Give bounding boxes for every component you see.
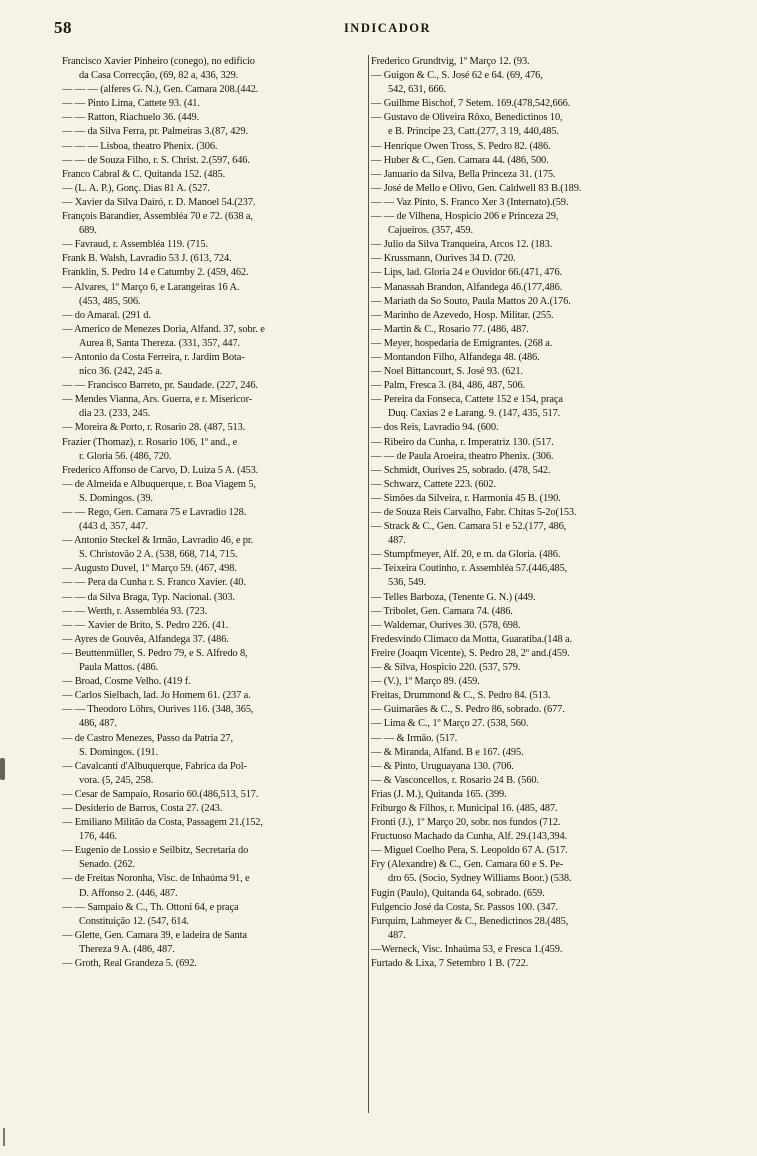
directory-entry-line: — — Werth, r. Assembléa 93. (723. [62,605,208,617]
entry-continuation-line: dro 65. (Socio, Sydney Williams Boor.) (538. [388,873,572,885]
directory-entry-line: — de Castro Menezes, Passo da Patria 27, [62,732,233,744]
directory-entry-line: — Pereira da Fonseca, Cattete 152 e 154, praça [371,394,563,406]
directory-entry-line: — — de Souza Filho, r. S. Christ. 2.(597, 646. [62,154,250,166]
directory-entry-line: Franco Cabral & C. Quitanda 152. (485. [62,168,226,180]
directory-entry-line: — & Silva, Hospicio 220. (537, 579. [371,662,521,674]
entry-continuation-line: Cajueiros. (357, 459. [388,225,473,237]
directory-entry-line: — Favraud, r. Assembléa 119. (715. [62,239,208,251]
column-divider [368,55,369,1113]
directory-entry-line: — Krussmann, Ourives 34 D. (720. [371,253,516,265]
directory-entry-line: — — de Paula Aroeira, theatro Phenix. (306. [371,450,554,462]
directory-entry-line: — dos Reis, Lavradio 94. (600. [371,422,499,434]
directory-entry-line: — de Freitas Noronha, Visc. de Inhaúma 91, e [62,873,250,885]
entry-continuation-line: 542, 631, 666. [388,84,447,96]
directory-entry-line: — Montandon Filho, Alfandega 48. (486. [371,351,540,363]
directory-entry-line: — Noel Bittancourt, S. José 93. (621. [371,366,523,378]
directory-entry-line: — de Souza Reis Carvalho, Fabr. Chitas 5-2o(153. [371,507,577,518]
directory-entry-line: Frazier (Thomaz), r. Rosario 106, 1º and., e [62,436,238,448]
directory-entry-line: — — Theodoro Löhrs, Ourives 116. (348, 365, [62,704,254,716]
entry-continuation-line: r. Gloria 56. (486, 720. [79,450,172,462]
directory-entry-line: — Cesar de Sampaio, Rosario 60.(486,513, 517. [62,788,259,800]
entry-continuation-line: 487. [388,535,406,547]
directory-entry-line: — Stumpfmeyer, Alf. 20, e m. da Gloria. (486. [371,549,561,561]
directory-entry-line: — Americo de Menezes Doria, Alfand. 37, sobr. e [62,323,265,335]
right-column [371,55,701,971]
page-number: 58 [54,18,72,37]
entry-continuation-line: 486, 487. [79,718,117,730]
directory-entry-line: — & Pinto, Uruguayana 130. (706. [371,760,514,772]
entry-continuation-line: S. Domingos. (39. [79,492,153,504]
entry-continuation-line: (453, 485, 506. [79,295,141,307]
entry-continuation-line: S. Christovão 2 A. (538, 668, 714, 715. [79,549,238,561]
directory-entry-line: François Barandier, Assembléa 70 e 72. (638 a, [62,211,253,223]
entry-continuation-line: 689. [79,225,97,237]
entry-continuation-line: 487. [388,929,406,941]
entry-continuation-line: Senado. (262. [79,859,135,871]
directory-entry-line: — — Rego, Gen. Camara 75 e Lavradio 128. [62,507,247,518]
directory-entry-line: — — & Irmão. (517. [371,732,458,744]
directory-entry-line: — Desiderio de Barros, Costa 27. (243. [62,802,223,814]
directory-entry-line: Fry (Alexandre) & C., Gen. Camara 60 e S. Pe- [371,859,564,871]
directory-entry-line: — — de Vilhena, Hospicio 206 e Princeza 29, [371,211,559,223]
directory-entry-line: — Teixeira Coutinho, r. Assembléa 57.(446,485, [371,563,568,575]
directory-entry-line: — Beuttenmüller, S. Pedro 79, e S. Alfredo 8, [62,647,248,659]
directory-entry-line: — Martin & C., Rosario 77. (486, 487. [371,323,529,335]
directory-entry-line: — — Sampaio & C., Th. Ottoni 64, e praça [62,901,239,913]
directory-entry-line: — — da Silva Ferra, pr. Palmeiras 3.(87, 429. [62,126,248,138]
entry-continuation-line: vora. (5, 245, 258. [79,774,154,786]
directory-entry-line: — Meyer, hospedaria de Emigrantes. (268 a. [371,337,553,349]
directory-entry-line: — — Pinto Lima, Cattete 93. (41. [62,98,200,110]
directory-entry-line: — Waldemar, Ourives 30. (578, 698. [371,619,521,631]
directory-entry-line: Friburgo & Filhos, r. Municipal 16. (485, 487. [371,802,558,814]
directory-entry-line: Frederico Affonso de Carvo, D. Luiza 5 A. (453. [62,464,259,476]
directory-entry-line: — Carlos Sielbach, lad. Jo Homem 61. (237 a. [62,690,251,702]
entry-continuation-line: Constituição 12. (547, 614. [79,915,189,927]
entry-continuation-line: nico 36. (242, 245 a. [79,366,163,378]
directory-entry-line: — — Pera da Cunha r. S. Franco Xavier. (40. [62,577,246,589]
directory-entry-line: — Xavier da Silva Dairó, r. D. Manoel 54.(237. [62,196,256,208]
entry-continuation-line: D. Affonso 2. (446, 487. [79,887,178,899]
directory-entry-line: — — Xavier de Brito, S. Pedro 226. (41. [62,619,229,631]
entry-continuation-line: Thereza 9 A. (486, 487. [79,943,175,955]
directory-entry-line: Francisco Xavier Pinheiro (conego), no edificio [62,56,255,67]
directory-entry-line: — Miguel Coelho Pera, S. Leopoldo 67 A. (517. [371,845,568,857]
directory-entry-line: — Broad, Cosme Velho. (419 f. [62,676,191,688]
directory-entry-line: — & Miranda, Alfand. B e 167. (495. [371,746,524,758]
directory-entry-line: — Marinho de Azevedo, Hosp. Militar. (255. [371,309,554,321]
directory-entry-line: — Januario da Silva, Bella Princeza 31. (175. [371,168,556,180]
directory-entry-line: — Ayres de Gouvêa, Alfandega 37. (486. [62,633,229,645]
directory-entry-line: — Julio da Silva Tranqueira, Arcos 12. (183. [371,239,553,251]
directory-entry-line: —Werneck, Visc. Inhaúma 53, e Fresca 1.(459. [371,943,563,955]
directory-entry-line: — Guilhme Bischof, 7 Setem. 169.(478,542,666. [371,98,571,110]
directory-entry-line: Fulgencio José da Costa, Sr. Passos 100. (347. [371,901,558,913]
directory-entry-line: — Glette, Gen. Camara 39, e ladeira de Santa [62,929,247,941]
directory-entry-line: — Eugenio de Lossio e Seilbitz, Secretaria do [62,845,249,857]
directory-entry-line: — — Vaz Pinto, S. Franco Xer 3 (Internato).(59. [371,196,569,208]
directory-entry-line: Furtado & Lixa, 7 Setembro 1 B. (722. [371,958,529,969]
directory-entry-line: — Antonio da Costa Ferreira, r. Jardim Bota- [62,351,245,363]
directory-entry-line: — Mendes Vianna, Ars. Guerra, e r. Misericor- [62,394,253,406]
directory-entry-line: — Palm, Fresca 3. (84, 486, 487, 506. [371,380,526,392]
directory-entry-line: — de Almeida e Albuquerque, r. Boa Viagem 5, [62,478,256,490]
directory-entry-line: Frias (J. M.), Quitanda 165. (399. [371,788,507,800]
directory-entry-line: — — Ratton, Riachuelo 36. (449. [62,112,200,124]
directory-entry-line: Fugin (Paulo), Quitanda 64, sobrado. (659. [371,887,545,899]
directory-entry-line: — Ribeiro da Cunha, r. Imperatriz 130. (517. [371,436,554,448]
directory-entry-line: — Moreira & Porto, r. Rosario 28. (487, 513. [62,422,246,434]
directory-entry-line: — José de Mello e Olivo, Gen. Caldwell 83 B.(189. [371,182,582,194]
directory-entry-line: Fructuoso Machado da Cunha, Alf. 29.(143,394. [371,831,568,843]
directory-entry-line: — Schwarz, Cattete 223. (602. [371,478,496,490]
entry-continuation-line: 176, 446. [79,831,117,843]
margin-ink-mark [0,758,5,780]
directory-entry-line: — Gustavo de Oliveira Rôxo, Benedictinos 10, [371,112,563,124]
directory-entry-line: — do Amaral. (291 d. [62,309,151,321]
entry-continuation-line: S. Domingos. (191. [79,746,158,758]
directory-entry-line: Franklin, S. Pedro 14 e Catumby 2. (459, 462. [62,267,249,279]
directory-entry-line: — — — (alferes G. N.), Gen. Camara 208.(442. [62,84,259,96]
directory-entry-line: Frank B. Walsh, Lavradio 53 J. (613, 724. [62,253,232,265]
directory-entry-line: — (L. A. P.), Gonç. Dias 81 A. (527. [62,182,210,194]
directory-entry-line: — Lima & C., 1º Março 27. (538, 560. [371,718,529,730]
directory-entry-line: Fredesvindo Climaco da Motta, Guaratiba.(148 a. [371,633,572,645]
directory-entry-line: Frederico Grundtvig, 1º Março 12. (93. [371,56,530,67]
entry-continuation-line: 536, 549. [388,577,426,589]
directory-entry-line: — Augusto Duvel, 1º Março 59. (467, 498. [62,563,237,575]
entry-continuation-line: Aurea 8, Santa Thereza. (331, 357, 447. [79,337,241,349]
directory-entry-line: Fronti (J.), 1º Março 20, sobr. nos fundos (712. [371,817,561,829]
directory-entry-line: Freire (Joaqm Vicente), S. Pedro 28, 2º and.(459. [371,647,570,659]
directory-entry-line: Freitas, Drummond & C., S. Pedro 84. (513. [371,690,551,702]
directory-entry-line: — Emiliano Militão da Costa, Passagem 21.(152, [62,817,263,829]
directory-entry-line: — Alvares, 1º Março 6, e Larangeiras 16 A. [62,281,240,293]
directory-entry-line: — Cavalcanti d'Albuquerque, Fabrica da Pol- [62,760,247,772]
entry-continuation-line: Duq. Caxias 2 e Larang. 9. (147, 435, 517. [388,408,561,420]
left-column [62,55,368,971]
directory-entry-line: — Schmidt, Ourives 25, sobrado. (478, 542. [371,464,551,476]
directory-entry-line: — Tribolet, Gen. Camara 74. (486. [371,605,513,617]
entry-continuation-line: da Casa Correcção, (69, 82 a, 436, 329. [79,70,239,82]
directory-entry-line: — — Francisco Barreto, pr. Saudade. (227, 246. [62,380,258,392]
running-title: INDICADOR [343,21,432,35]
directory-entry-line: — — — Lisboa, theatro Phenix. (306. [62,140,218,152]
entry-continuation-line: (443 d, 357, 447. [79,521,148,533]
directory-entry-line: — Lips, lad. Gloria 24 e Ouvidor 66.(471, 476. [371,267,563,279]
directory-entry-line: — Groth, Real Grandeza 5. (692. [62,958,197,969]
entry-continuation-line: dia 23. (233, 245. [79,408,151,420]
directory-entry-line: — Strack & C., Gen. Camara 51 e 52.(177, 486, [371,521,567,533]
directory-entry-line: — Huber & C., Gen. Camara 44. (486, 500. [371,154,549,166]
directory-entry-line: — Manassah Brandon, Alfandega 46.(177,486. [371,281,563,293]
directory-entry-line: — & Vasconcellos, r. Rosario 24 B. (560. [371,774,539,786]
margin-ink-mark [3,1128,5,1146]
directory-entry-line: — Guimarães & C., S. Pedro 86, sobrado. (677. [371,704,565,716]
entry-continuation-line: e B. Principe 23, Catt.(277, 3 19, 440,485. [388,126,559,138]
directory-entry-line: — (V.), 1º Março 89. (459. [371,676,480,688]
directory-entry-line: — Guigon & C., S. José 62 e 64. (69, 476, [371,70,543,82]
directory-entry-line: — Simões da Silveira, r. Harmonia 45 B. (190. [371,492,561,504]
directory-entry-line: Furquim, Lahmeyer & C., Benedictinos 28.(485, [371,915,569,927]
directory-entry-line: — Antonio Steckel & Irmão, Lavradio 46, e pr. [62,535,254,547]
directory-entry-line: — Mariath da So Souto, Paula Mattos 20 A.(176. [371,295,571,307]
entry-continuation-line: Paula Mattos. (486. [79,662,159,674]
directory-entry-line: — Telles Barboza, (Tenente G. N.) (449. [371,591,536,603]
directory-entry-line: — Henrique Owen Tross, S. Pedro 82. (486. [371,140,551,152]
directory-entry-line: — — da Silva Braga, Typ. Nacional. (303. [62,591,235,603]
